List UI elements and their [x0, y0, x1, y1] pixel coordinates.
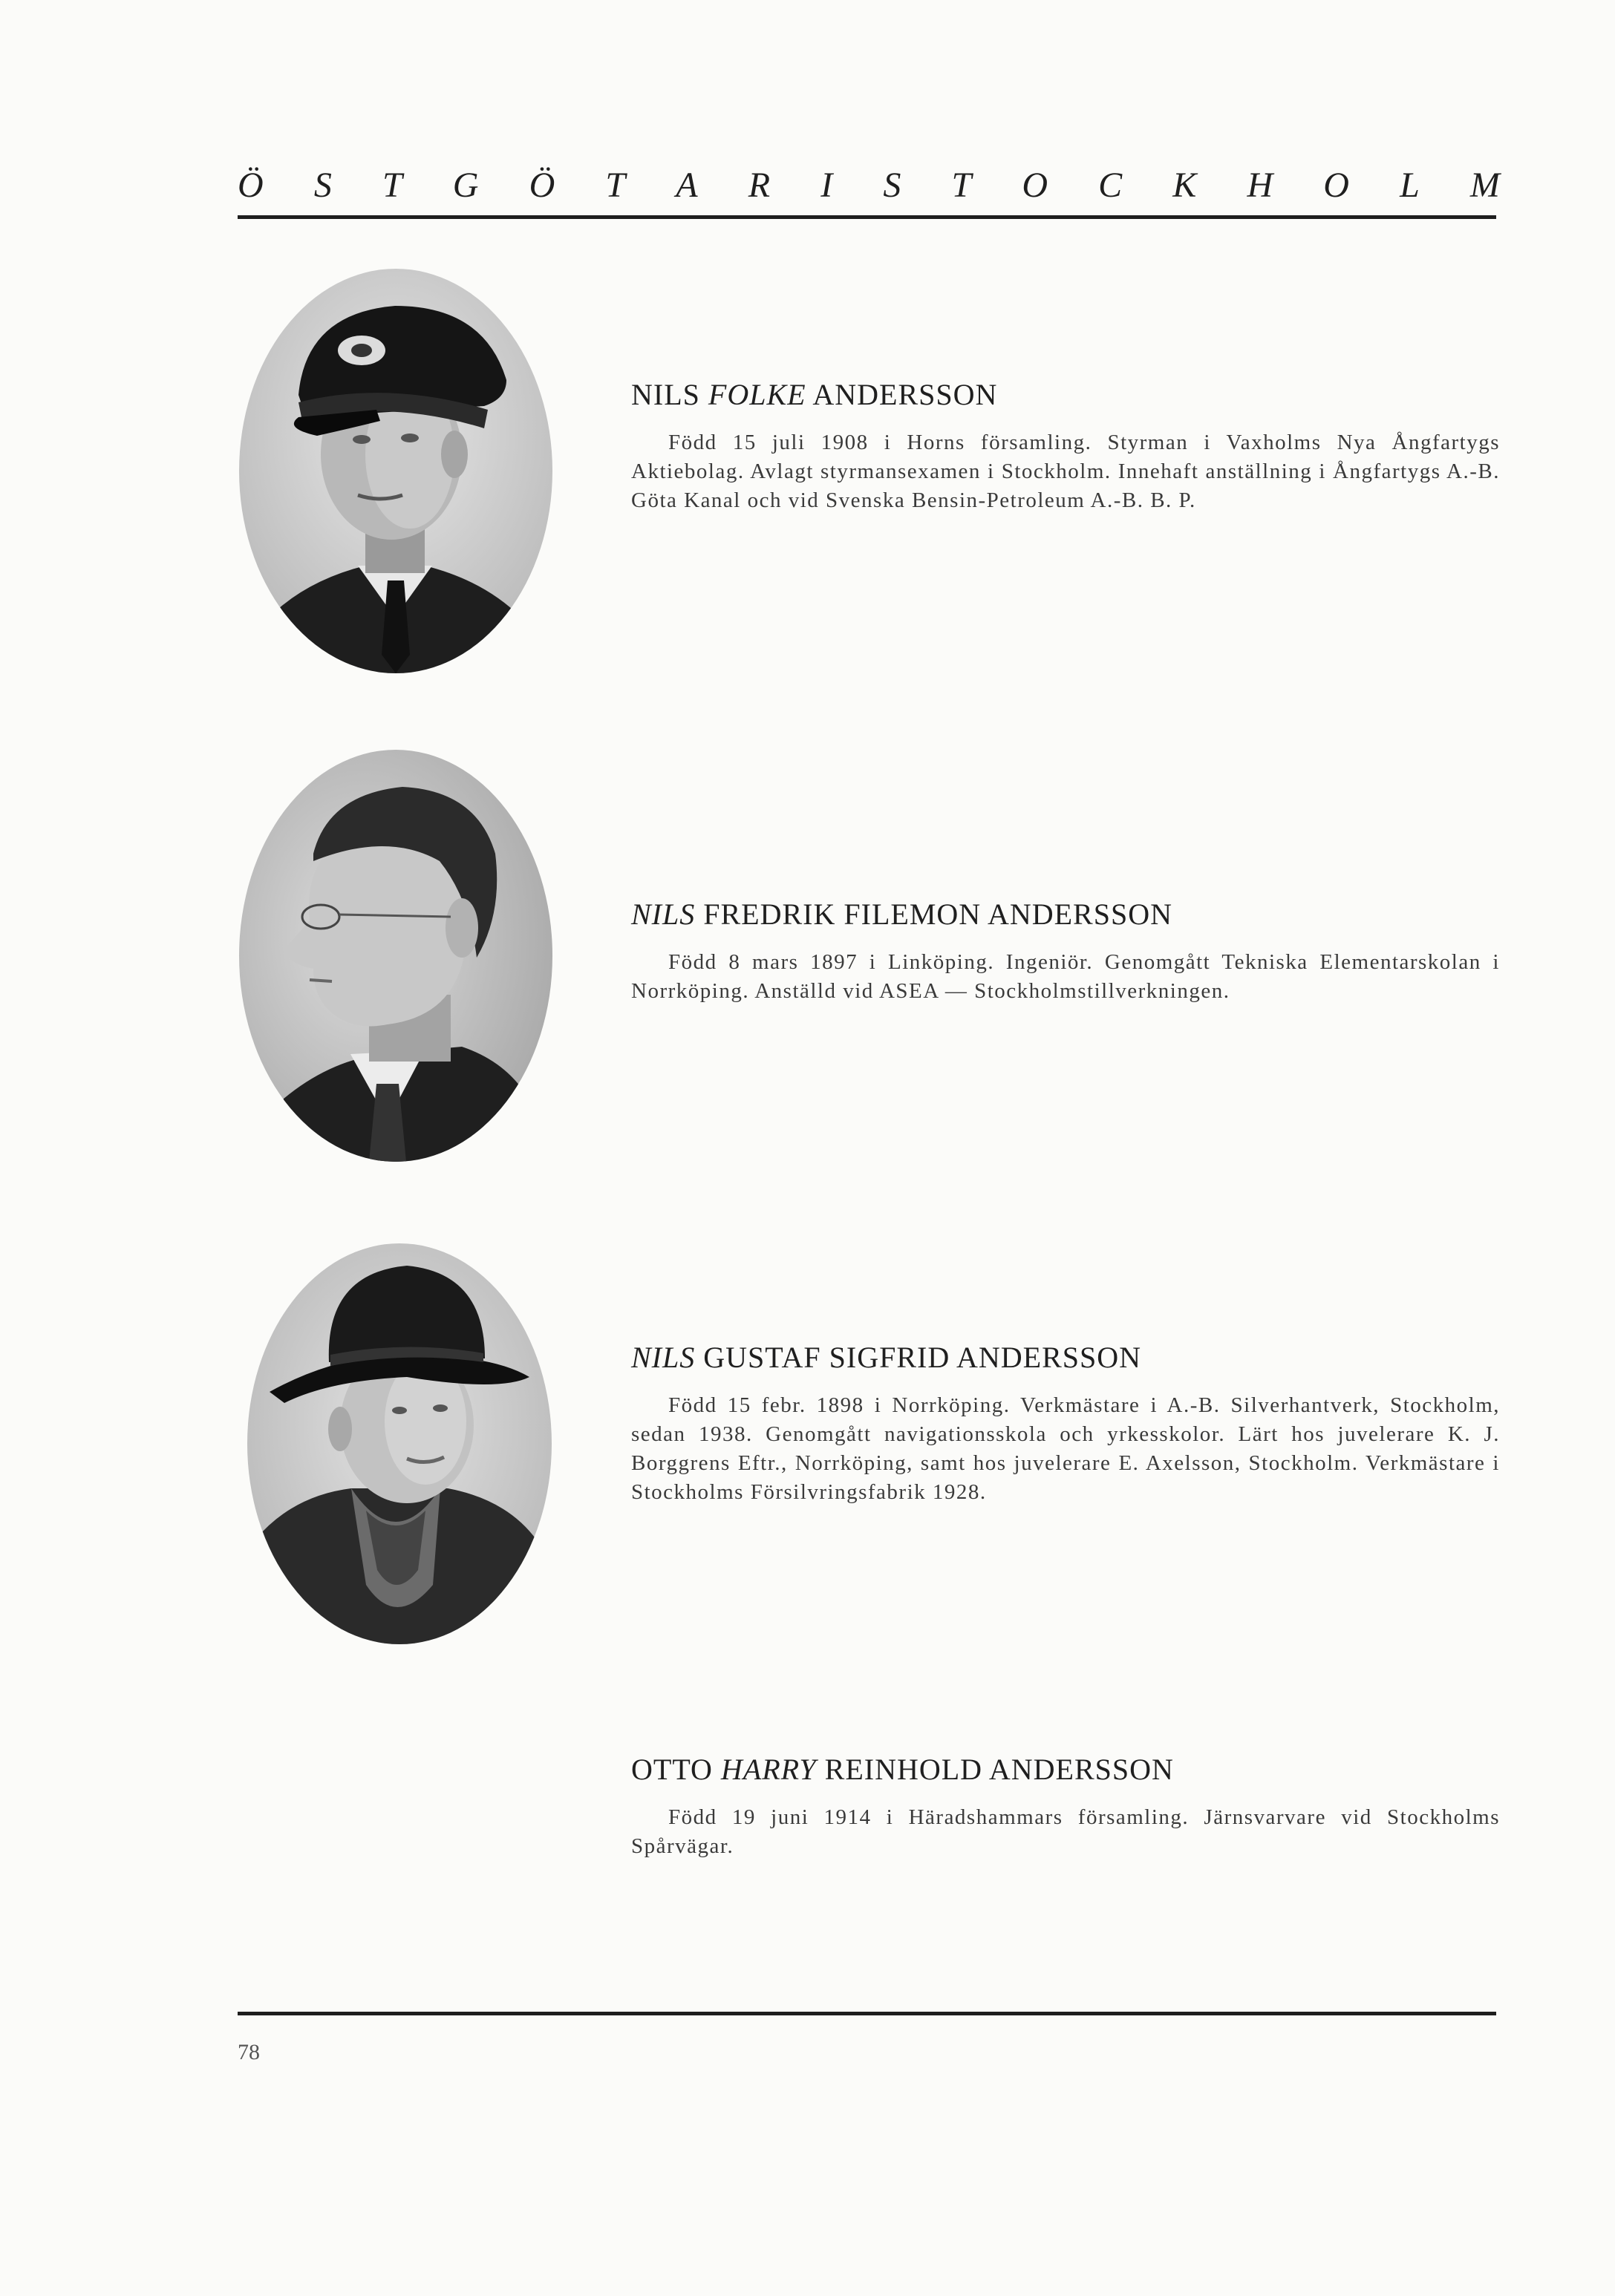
running-head-letter: Ö: [529, 166, 555, 205]
running-head-letter: T: [605, 166, 626, 205]
name-part: ANDERSSON: [806, 378, 998, 411]
running-head-letter: O: [1022, 166, 1048, 205]
running-head-letter: I: [820, 166, 833, 205]
running-head: [238, 165, 1500, 206]
name-part: GUSTAF SIGFRID ANDERSSON: [695, 1341, 1142, 1374]
name-part-italic: NILS: [631, 1341, 696, 1374]
running-head-letter: T: [382, 166, 402, 205]
portrait-photo-2: [239, 750, 552, 1162]
running-head-letter: S: [883, 166, 901, 205]
running-head-letter: R: [748, 166, 771, 205]
entry-text: Född 8 mars 1897 i Linköping. Ingeniör. Genomgått Tekniska Elementarskolan i Norrköping. Anställd vid ASEA — Stockholmstillverkningen.: [631, 950, 1500, 1003]
entry-name: [631, 1752, 1500, 1787]
entry-text: Född 15 febr. 1898 i Norrköping. Verkmästare i A.-B. Silverhantverk, Stockholm, sedan 1938. Genomgått navigationsskola och yrkesskolor. Lärt hos juvelerare K. J. Borggrens Eftr., Norrköping, samt hos juvelerare E. Axelsson, Stockholm. Verkmästare i Stockholms Försilvringsfabrik 1928.: [631, 1393, 1500, 1504]
page-number: 78: [238, 2040, 260, 2064]
entry-name: [631, 897, 1500, 932]
entry-name: [631, 1340, 1500, 1375]
running-head-letter: M: [1469, 166, 1500, 205]
name-part: OTTO: [631, 1753, 721, 1786]
portrait-photo-1: [239, 269, 552, 673]
running-head-letter: Ö: [238, 166, 264, 205]
entry-name: [631, 377, 1500, 412]
footer-rule: [238, 2012, 1496, 2015]
running-head-letter: T: [951, 166, 972, 205]
entry-text: Född 15 juli 1908 i Horns församling. Styrman i Vaxholms Nya Ångfartygs Aktiebolag. Avlagt styrmansexamen i Stockholm. Innehaft anställning i Ångfartygs A.-B. Göta Kanal och vid Svenska Bensin-Petroleum A.-B. B. P.: [631, 431, 1500, 512]
name-part-italic: FOLKE: [708, 378, 806, 411]
entry-text: Född 19 juni 1914 i Häradshammars församling. Järnsvarvare vid Stockholms Spårvägar.: [631, 1805, 1500, 1858]
running-head-letter: A: [676, 166, 698, 205]
running-head-letter: L: [1400, 166, 1420, 205]
running-head-letter: K: [1172, 166, 1197, 205]
running-head-letter: H: [1247, 166, 1273, 205]
running-head-letter: S: [313, 166, 332, 205]
header-rule: [238, 215, 1496, 219]
running-head-letter: G: [452, 166, 479, 205]
biography-entry-4: [631, 1752, 1500, 1861]
biography-entry-2: [631, 897, 1500, 1006]
name-part: REINHOLD ANDERSSON: [816, 1753, 1174, 1786]
name-part-italic: HARRY: [720, 1753, 817, 1786]
running-head-letter: C: [1098, 166, 1123, 205]
name-part-italic: NILS: [631, 897, 696, 931]
biography-entry-3: [631, 1340, 1500, 1507]
running-head-letter: O: [1323, 166, 1349, 205]
name-part: NILS: [631, 378, 708, 411]
biography-entry-1: [631, 377, 1500, 515]
name-part: FREDRIK FILEMON ANDERSSON: [695, 897, 1172, 931]
portrait-photo-3: [247, 1243, 552, 1644]
